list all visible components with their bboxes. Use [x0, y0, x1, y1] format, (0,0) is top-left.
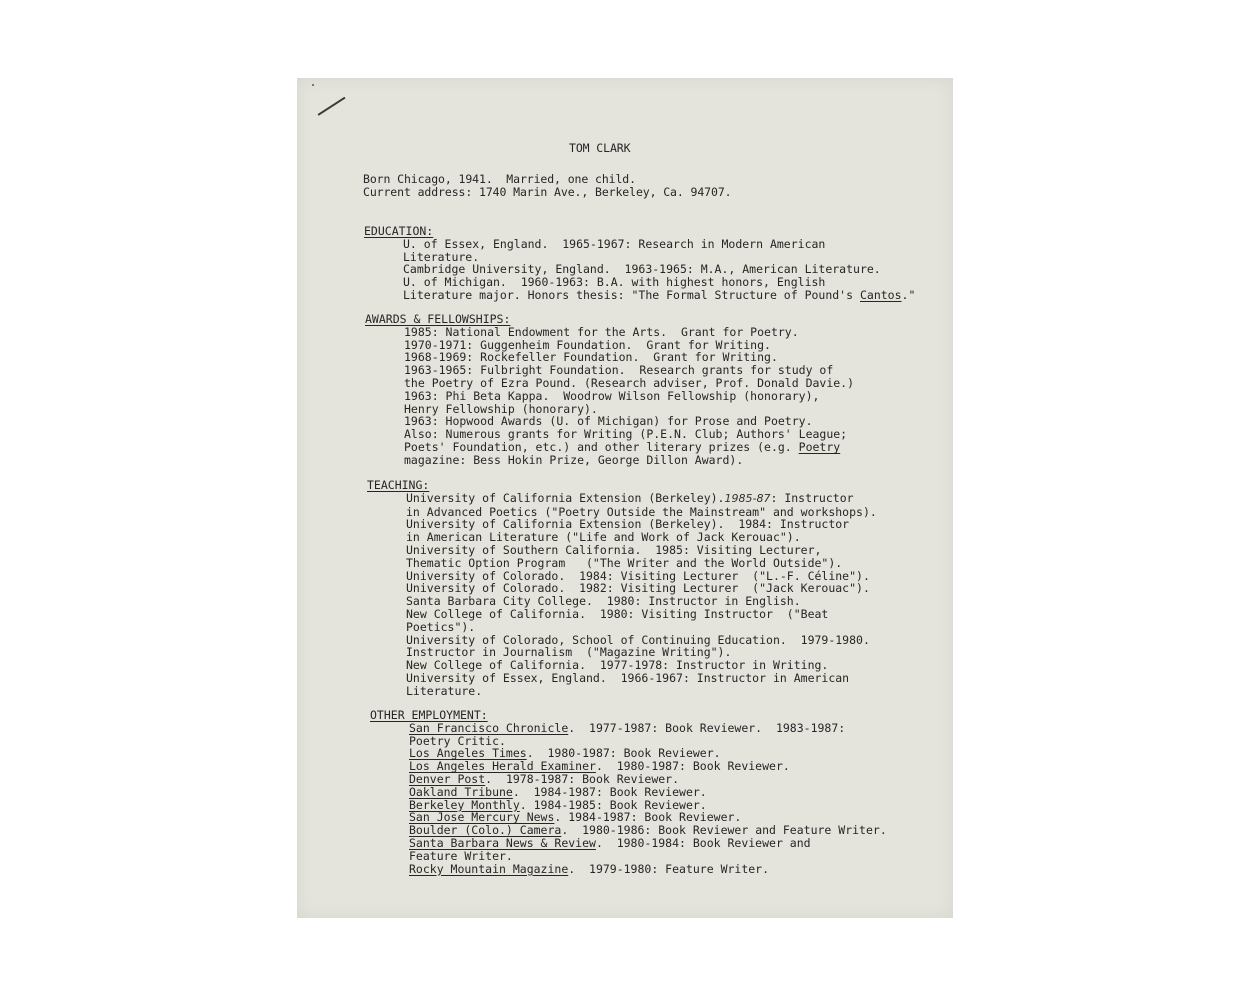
- teaching-line: in Advanced Poetics ("Poetry Outside the Mainstream" and workshops).: [406, 504, 877, 519]
- teaching-first-text: University of California Extension (Berkeley).: [406, 490, 725, 505]
- teaching-line: in American Literature ("Life and Work of Jack Kerouac").: [406, 530, 801, 545]
- teaching-line: University of Colorado. 1984: Visiting Lecturer ("L.-F. Céline").: [406, 568, 870, 583]
- award-line: Also: Numerous grants for Writing (P.E.N. Club; Authors' League;: [404, 427, 848, 442]
- employment-entries: [409, 722, 887, 876]
- teaching-line: Santa Barbara City College. 1980: Instructor in English.: [406, 594, 801, 609]
- awards-heading: AWARDS & FELLOWSHIPS:: [365, 312, 511, 326]
- award-line: Henry Fellowship (honorary).: [404, 401, 598, 416]
- employment-detail: . 1978-1987: Book Reviewer.: [485, 771, 680, 786]
- personal-line: Born Chicago, 1941. Married, one child.: [363, 172, 636, 186]
- thesis-title-underlined: Cantos: [859, 287, 902, 302]
- employment-detail: . 1984-1987: Book Reviewer.: [512, 784, 707, 799]
- employment-detail: . 1980-1987: Book Reviewer.: [595, 759, 790, 774]
- publication-name: San Jose Mercury News: [409, 810, 555, 825]
- award-line: [404, 441, 854, 454]
- employment-detail: . 1979-1980: Feature Writer.: [568, 861, 770, 876]
- employment-detail: Poetry Critic.: [409, 733, 506, 748]
- teaching-line: University of Colorado. 1982: Visiting Lecturer ("Jack Kerouac").: [406, 581, 870, 596]
- employment-line: [409, 863, 887, 876]
- teaching-line: University of California Extension (Berkeley). 1984: Instructor: [406, 517, 850, 532]
- education-line: Cambridge University, England. 1963-1965: M.A., American Literature.: [403, 262, 881, 277]
- teaching-section: [367, 479, 877, 698]
- award-line: 1985: National Endowment for the Arts. Grant for Poetry.: [404, 324, 799, 339]
- teaching-first-end: : Instructor: [770, 490, 854, 505]
- teaching-line: [406, 492, 877, 506]
- award-prizes-text: Poets' Foundation, etc.) and other literary prizes (e.g.: [404, 439, 799, 454]
- poetry-magazine-underlined: Poetry: [798, 439, 841, 454]
- awards-entries: [404, 326, 854, 467]
- award-line: 1963: Phi Beta Kappa. Woodrow Wilson Fellowship (honorary),: [404, 388, 820, 403]
- employment-section: [370, 709, 887, 875]
- teaching-line: University of Colorado, School of Continuing Education. 1979-1980.: [406, 632, 870, 647]
- award-line: the Poetry of Ezra Pound. (Research adviser, Prof. Donald Davie.): [404, 375, 855, 390]
- education-line: [403, 289, 915, 302]
- employment-detail: . 1984-1987: Book Reviewer.: [554, 810, 742, 825]
- award-line: 1963: Hopwood Awards (U. of Michigan) for Prose and Poetry.: [404, 414, 813, 429]
- teaching-line: New College of California. 1980: Visiting Instructor ("Beat: [406, 606, 829, 621]
- award-line: 1963-1965: Fulbright Foundation. Research grants for study of: [404, 363, 834, 378]
- award-line: magazine: Bess Hokin Prize, George Dillon Award).: [404, 452, 744, 467]
- employment-detail: . 1977-1987: Book Reviewer. 1983-1987:: [568, 720, 846, 735]
- publication-name: Los Angeles Herald Examiner: [409, 759, 596, 774]
- teaching-line: Instructor in Journalism ("Magazine Writing").: [406, 645, 732, 660]
- education-line: U. of Essex, England. 1965-1967: Research in Modern American: [403, 236, 826, 251]
- thesis-end: .": [901, 287, 916, 302]
- award-line: 1970-1971: Guggenheim Foundation. Grant for Writing.: [404, 337, 771, 352]
- employment-detail: Feature Writer.: [409, 848, 513, 863]
- handwritten-dates: 1985-87: [724, 491, 771, 505]
- publication-name: Rocky Mountain Magazine: [409, 861, 569, 876]
- teaching-heading: TEACHING:: [367, 478, 430, 492]
- page-title: TOM CLARK: [569, 141, 631, 155]
- awards-section: [365, 313, 854, 467]
- teaching-line: Literature.: [406, 683, 483, 698]
- teaching-line: University of Essex, England. 1966-1967: Instructor in American: [406, 670, 850, 685]
- thesis-text: Literature major. Honors thesis: "The Formal Structure of Pound's: [403, 287, 860, 302]
- ink-dot: [312, 84, 314, 86]
- employment-detail: . 1980-1984: Book Reviewer and: [595, 835, 811, 850]
- publication-name: Boulder (Colo.) Camera: [409, 823, 562, 838]
- publication-name: Oakland Tribune: [409, 784, 513, 799]
- award-line: 1968-1969: Rockefeller Foundation. Grant for Writing.: [404, 350, 778, 365]
- education-line: Literature.: [403, 249, 480, 264]
- publication-name: Santa Barbara News & Review: [409, 835, 596, 850]
- employment-heading: OTHER EMPLOYMENT:: [370, 708, 488, 722]
- education-section: [364, 225, 915, 302]
- teaching-line: Thematic Option Program ("The Writer and the World Outside").: [406, 555, 843, 570]
- publication-name: Denver Post: [409, 771, 486, 786]
- teaching-line: Poetics").: [406, 619, 476, 634]
- publication-name: Los Angeles Times: [409, 746, 527, 761]
- teaching-line: University of Southern California. 1985: Visiting Lecturer,: [406, 542, 822, 557]
- teaching-entries: [406, 492, 877, 698]
- employment-detail: . 1980-1986: Book Reviewer and Feature Writer.: [561, 823, 887, 838]
- education-entries: [403, 238, 915, 302]
- teaching-line: New College of California. 1977-1978: Instructor in Writing.: [406, 658, 829, 673]
- personal-line: Current address: 1740 Marin Ave., Berkeley, Ca. 94707.: [363, 184, 732, 199]
- personal-info: [363, 173, 731, 199]
- education-line: U. of Michigan. 1960-1963: B.A. with highest honors, English: [403, 275, 826, 290]
- publication-name: San Francisco Chronicle: [409, 720, 569, 735]
- publication-name: Berkeley Monthly: [409, 797, 520, 812]
- employment-detail: . 1980-1987: Book Reviewer.: [526, 746, 721, 761]
- education-heading: EDUCATION:: [364, 224, 434, 238]
- employment-detail: . 1984-1985: Book Reviewer.: [519, 797, 707, 812]
